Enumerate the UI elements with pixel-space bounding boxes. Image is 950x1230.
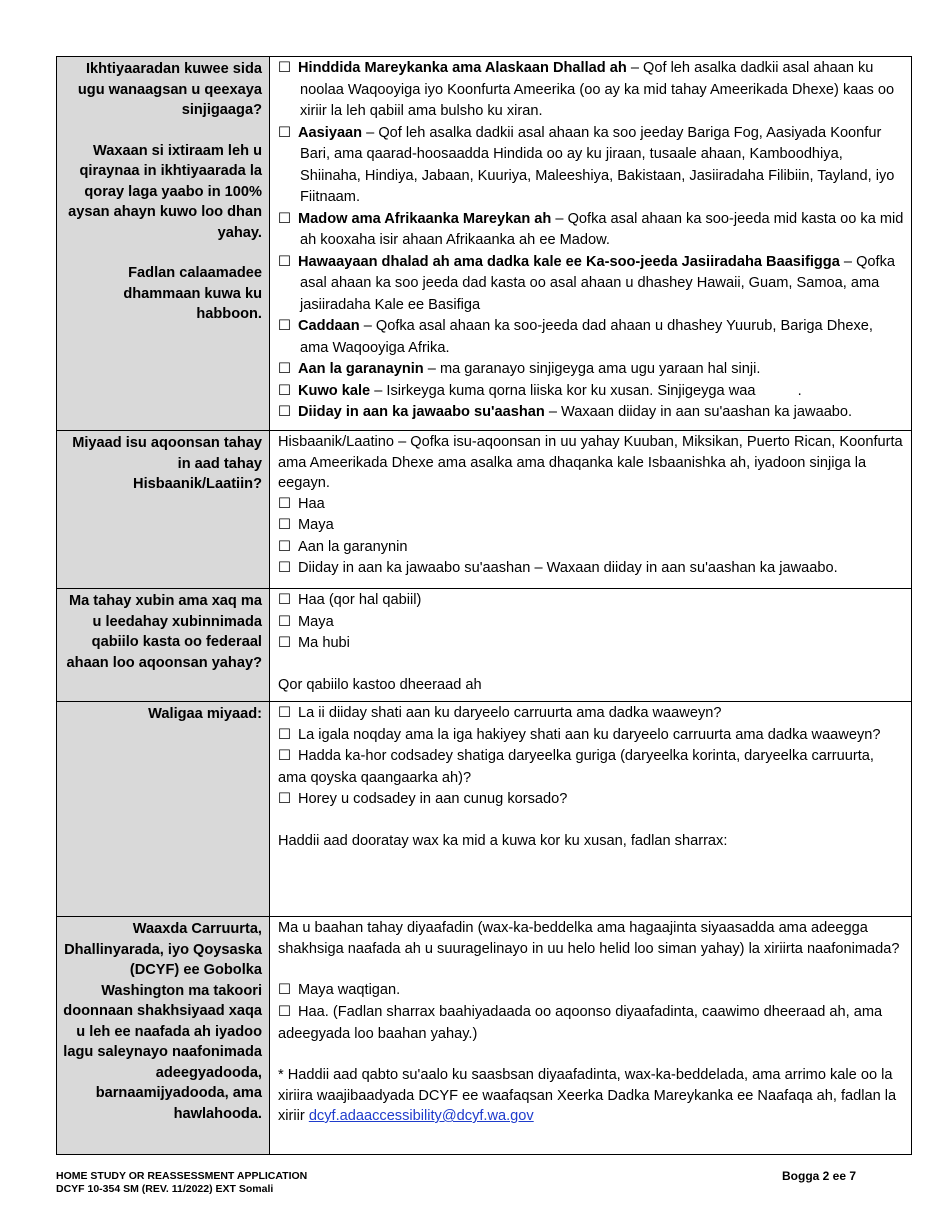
checkbox-icon[interactable]: ☐ bbox=[278, 613, 292, 630]
checkbox-icon[interactable]: ☐ bbox=[278, 748, 292, 764]
race-question-note: Waxaan si ixtiraam leh u qiraynaa in ikhtiyaarada la qoray laga yaabo in 100% aysan ahayn kuwo loo dhan yahay. bbox=[68, 142, 262, 241]
checkbox-icon[interactable]: ☐ bbox=[278, 361, 292, 377]
hispanic-options bbox=[270, 431, 912, 589]
race-question-text: Ikhtiyaaradan kuwee sida ugu wanaagsan u qeexaya sinjigaaga? bbox=[77, 61, 262, 118]
application-form-table bbox=[56, 56, 912, 1155]
race-option-native-american[interactable]: ☐ Hinddida Mareykanka ama Alaskaan Dhallad ah – Qof leh asalka dadkii asal ahaan ku noolaa Waqooyiga iyo Koonfurta Ameerika (oo ay ka mid tahay Ameerikada Dhexe) kaas oo xiriir la leh qabiil ama bulsho ku xiran. bbox=[278, 60, 895, 119]
checkbox-icon[interactable]: ☐ bbox=[278, 404, 292, 420]
tribe-option-yes[interactable]: ☐ Haa (qor hal qabiil) bbox=[278, 590, 905, 612]
history-explain-label: Haddii aad dooratay wax ka mid a kuwa kor ku xusan, fadlan sharrax: bbox=[278, 832, 728, 849]
race-option-unknown[interactable]: ☐ Aan la garanaynin – ma garanayo sinjigeyga ama ugu yaraan hal sinji. bbox=[278, 359, 905, 381]
accessibility-email-link[interactable]: dcyf.adaaccessibility@dcyf.wa.gov bbox=[308, 1108, 534, 1124]
checkbox-icon[interactable]: ☐ bbox=[278, 560, 292, 576]
accommodation-row bbox=[57, 917, 912, 1155]
page-number: Bogga 2 ee 7 bbox=[782, 1169, 857, 1183]
form-number: DCYF 10-354 SM (REV. 11/2022) EXT Somali bbox=[56, 1183, 274, 1195]
hispanic-row bbox=[57, 431, 912, 589]
tribe-option-unsure[interactable]: ☐ Ma hubi bbox=[278, 633, 905, 655]
hispanic-option-declined[interactable]: ☐ Diiday in aan ka jawaabo su'aashan – Waxaan diiday in aan su'aashan ka jawaabo. bbox=[278, 558, 905, 580]
accommodation-options bbox=[270, 917, 912, 1155]
checkbox-icon[interactable]: ☐ bbox=[278, 318, 292, 334]
checkbox-icon[interactable]: ☐ bbox=[278, 382, 292, 399]
checkbox-icon[interactable]: ☐ bbox=[278, 517, 292, 533]
accommodation-footnote: * Haddii aad qabto su'aalo ku saasbsan diyaafadinta, wax-ka-beddelada, ama arrimo kale oo la xiriira waajibaadyada DCYF ee waafaqsan Xeerka Dadka Mareykanka ee Naafaqa ah, fadlan la xiriir dcyf.adaaccessibility@dcyf.wa.gov bbox=[278, 1067, 897, 1124]
history-row bbox=[57, 702, 912, 917]
race-option-declined[interactable]: ☐ Diiday in aan ka jawaabo su'aashan – Waxaan diiday in aan su'aashan ka jawaabo. bbox=[278, 402, 905, 424]
hispanic-definition: Hisbaanik/Laatino – Qofka isu-aqoonsan in uu yahay Kuuban, Miksikan, Puerto Rican, Koonfurta ama Ameerikada Dhexe ama asalka ama dhaqanka kale Isbaanishka ah, iyadoon sinjiga la eegayn. bbox=[278, 434, 903, 491]
race-question-instruction: Fadlan calaamadee dhammaan kuwa ku habboon. bbox=[123, 265, 262, 322]
hispanic-option-yes[interactable]: ☐ Haa bbox=[278, 494, 905, 516]
checkbox-icon[interactable]: ☐ bbox=[278, 495, 292, 512]
race-row bbox=[57, 57, 912, 431]
checkbox-icon[interactable]: ☐ bbox=[278, 210, 292, 227]
checkbox-icon[interactable]: ☐ bbox=[278, 592, 292, 608]
additional-tribes-label: Qor qabiilo kastoo dheeraad ah bbox=[278, 676, 482, 693]
checkbox-icon[interactable]: ☐ bbox=[278, 1004, 292, 1020]
accommodation-question: Waaxda Carruurta, Dhallinyarada, iyo Qoysaska (DCYF) ee Gobolka Washington ma takoori doonnaan shakhsiyaad xaqa u leh ee naafada ah iyadoo lagu saleynayo naafonimada adeegyadooda, barnaamijyadooda, ama hawlahooda. bbox=[57, 917, 270, 1155]
checkbox-icon[interactable]: ☐ bbox=[278, 253, 292, 270]
hispanic-question: Miyaad isu aqoonsan tahay in aad tahay Hisbaanik/Laatiin? bbox=[57, 431, 270, 589]
race-option-white[interactable]: ☐ Caddaan – Qofka asal ahaan ka soo-jeeda dad ahaan u dhashey Yuurub, Bariga Dhexe, ama Waqooyiga Afrika. bbox=[278, 318, 873, 356]
checkbox-icon[interactable]: ☐ bbox=[278, 982, 292, 998]
checkbox-icon[interactable]: ☐ bbox=[278, 791, 292, 807]
race-question bbox=[57, 57, 270, 431]
checkbox-icon[interactable]: ☐ bbox=[278, 124, 292, 141]
checkbox-icon[interactable]: ☐ bbox=[278, 726, 292, 743]
tribe-options bbox=[270, 589, 912, 702]
tribe-option-no[interactable]: ☐ Maya bbox=[278, 612, 905, 634]
form-footer bbox=[56, 1170, 307, 1196]
history-option-revoked[interactable]: ☐ La igala noqday ama la iga hakiyey shati aan ku daryeelo carruurta ama dadka waaweyn? bbox=[278, 725, 905, 747]
race-option-asian[interactable]: ☐ Aasiyaan – Qof leh asalka dadkii asal ahaan ka soo jeeday Bariga Fog, Aasiyada Koonfur Bari, ama qaarad-hoosaadda Hindida oo ay ku jiraan, tusaale ahaan, Kamboodhiya, Shiinaha, Hindiya, Jabaan, Kuuriya, Maleeshiya, Bakistaan, Jasiiradaha Filibiin, Tayland, iyo Fiitnaam. bbox=[278, 124, 895, 205]
history-option-applied-adoption[interactable]: ☐ Horey u codsadey in aan cunug korsado? bbox=[278, 789, 905, 811]
accommodation-intro: Ma u baahan tahay diyaafadin (wax-ka-beddelka ama hagaajinta siyaasadda ama adeegga shakhsiga naafada ah u suuragelinayo in uu helo helid loo siman yahay) la xiriirta naafonimada? bbox=[278, 920, 900, 957]
hispanic-option-unknown[interactable]: ☐ Aan la garanynin bbox=[278, 537, 905, 559]
accommodation-option-no[interactable]: ☐ Maya waqtigan. bbox=[278, 979, 905, 1001]
accommodation-option-yes[interactable]: ☐ Haa. (Fadlan sharrax baahiyadaada oo aqoonso diyaafadinta, caawimo dheeraad ah, ama adeegyada loo baahan yahay.) bbox=[278, 1001, 905, 1045]
hispanic-option-no[interactable]: ☐ Maya bbox=[278, 515, 905, 537]
checkbox-icon[interactable]: ☐ bbox=[278, 60, 292, 76]
race-option-other[interactable]: ☐ Kuwo kale – Isirkeyga kuma qorna liiska kor ku xusan. Sinjigeyga waa . bbox=[278, 381, 905, 403]
history-option-denied[interactable]: ☐ La ii diiday shati aan ku daryeelo carruurta ama dadka waaweyn? bbox=[278, 703, 905, 725]
history-options bbox=[270, 702, 912, 917]
race-option-black[interactable]: ☐ Madow ama Afrikaanka Mareykan ah – Qofka asal ahaan ka soo-jeeda mid kasta oo ka mid ah kooxaha isir ahaan Afrikaanka ah ee Madow. bbox=[278, 210, 904, 248]
tribe-question: Ma tahay xubin ama xaq ma u leedahay xubinnimada qabiilo kasta oo federaal ahaan loo aqoonsan yahay? bbox=[57, 589, 270, 702]
tribe-row bbox=[57, 589, 912, 702]
checkbox-icon[interactable]: ☐ bbox=[278, 635, 292, 651]
history-question: Waligaa miyaad: bbox=[57, 702, 270, 917]
checkbox-icon[interactable]: ☐ bbox=[278, 705, 292, 721]
race-option-pacific-islander[interactable]: ☐ Hawaayaan dhalad ah ama dadka kale ee Ka-soo-jeeda Jasiiradaha Baasifigga – Qofka asal ahaan ka soo jeeda dad kasta oo asal ahaan u dhashey Hawaii, Guam, Samoa, ama jasiiradaha Kale ee Basifiga bbox=[278, 253, 896, 313]
race-options bbox=[270, 57, 912, 431]
form-title: HOME STUDY OR REASSESSMENT APPLICATION bbox=[56, 1170, 308, 1182]
history-option-applied-license[interactable]: ☐ Hadda ka-hor codsadey shatiga daryeelka guriga (daryeelka korinta, daryeelka carruurta, ama qoyska qaangaarka ah)? bbox=[278, 748, 874, 786]
checkbox-icon[interactable]: ☐ bbox=[278, 538, 292, 555]
